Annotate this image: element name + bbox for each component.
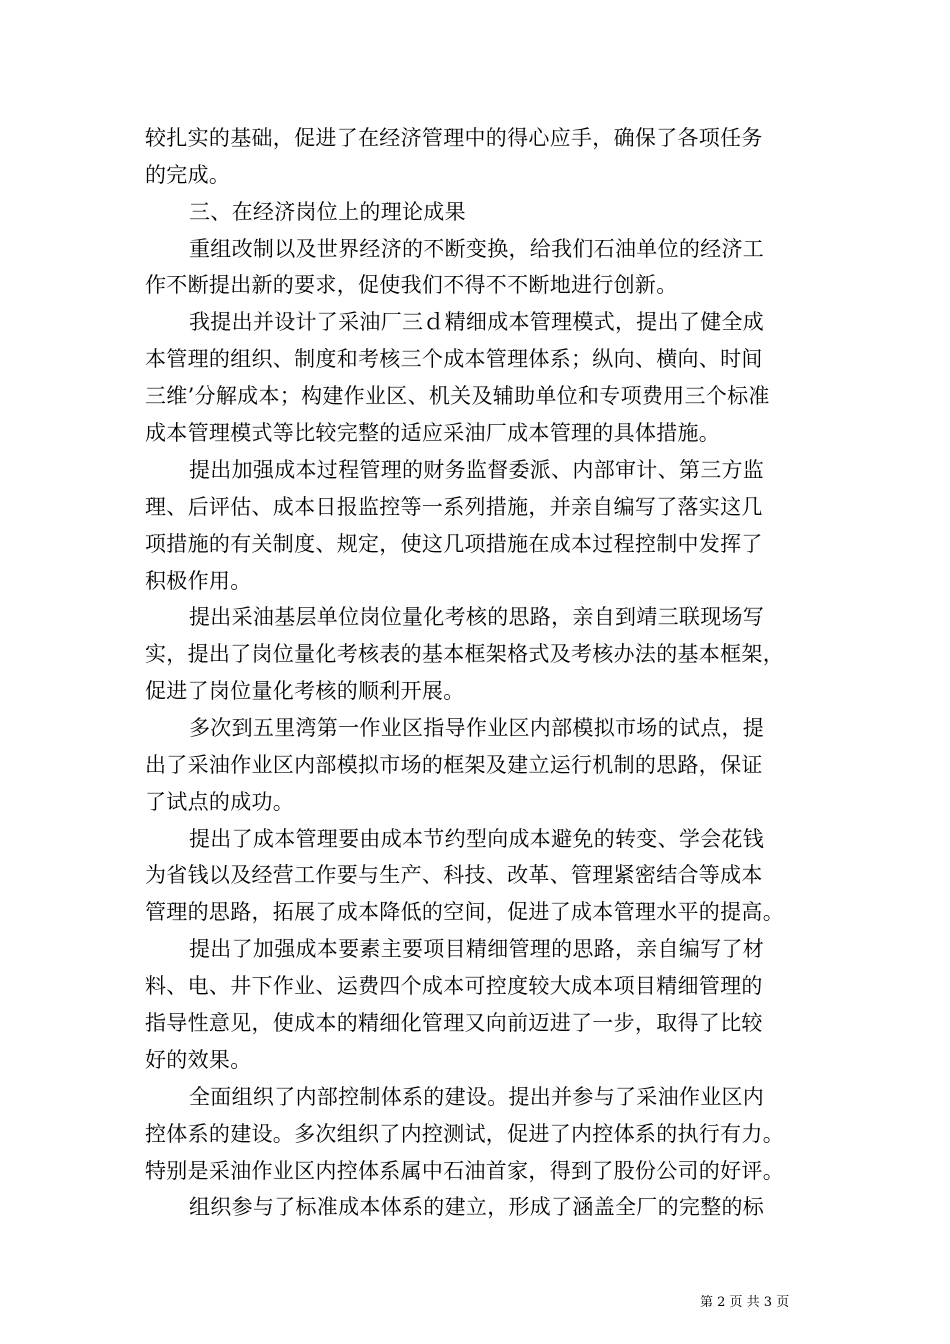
text-line: 组织参与了标准成本体系的建立，形成了涵盖全厂的完整的标 [189, 1195, 765, 1219]
text-line: 成本管理模式等比较完整的适应采油厂成本管理的具体措施。 [145, 421, 721, 445]
text-line: 促进了岗位量化考核的顺利开展。 [145, 679, 465, 703]
text-line: 指导性意见，使成本的精细化管理又向前迈进了一步，取得了比较 [145, 1011, 763, 1035]
text-line: 提出加强成本过程管理的财务监督委派、内部审计、第三方监 [189, 458, 765, 482]
text-line: 了试点的成功。 [145, 790, 295, 814]
text-line: 特别是采油作业区内控体系属中石油首家，得到了股份公司的好评。 [145, 1159, 784, 1183]
text-line: 管理的思路，拓展了成本降低的空间，促进了成本管理水平的提高。 [145, 900, 784, 924]
text-line: 料、电、井下作业、运费四个成本可控度较大成本项目精细管理的 [145, 974, 763, 998]
text-line: 重组改制以及世界经济的不断变换，给我们石油单位的经济工 [189, 237, 765, 261]
page-number-footer: 第 2 页 共 3 页 [700, 1295, 790, 1310]
text-line: 出了采油作业区内部模拟市场的框架及建立运行机制的思路，保证 [145, 753, 763, 777]
text-line: 实，提出了岗位量化考核表的基本框架格式及考核办法的基本框架， [145, 642, 784, 666]
text-line: 提出了成本管理要由成本节约型向成本避免的转变、学会花钱 [189, 827, 765, 851]
text-line: 较扎实的基础，促进了在经济管理中的得心应手，确保了各项任务 [145, 126, 763, 150]
text-line: 的完成。 [145, 163, 231, 187]
text-line: 好的效果。 [145, 1048, 252, 1072]
text-line: 提出了加强成本要素主要项目精细管理的思路，亲自编写了材 [189, 937, 765, 961]
text-line: 为省钱以及经营工作要与生产、科技、改革、管理紧密结合等成本 [145, 863, 763, 887]
text-line: 作不断提出新的要求，促使我们不得不不断地进行创新。 [145, 273, 678, 297]
section-heading: 三、在经济岗位上的理论成果 [189, 200, 466, 224]
text-line: 本管理的组织、制度和考核三个成本管理体系；纵向、横向、时间 [145, 347, 763, 371]
text-line: 积极作用。 [145, 569, 252, 593]
text-line: 控体系的建设。多次组织了内控测试，促进了内控体系的执行有力。 [145, 1122, 784, 1146]
text-line: 提出采油基层单位岗位量化考核的思路，亲自到靖三联现场写 [189, 605, 765, 629]
text-line: 三维’分解成本；构建作业区、机关及辅助单位和专项费用三个标准 [145, 384, 770, 408]
text-line: 全面组织了内部控制体系的建设。提出并参与了采油作业区内 [189, 1085, 765, 1109]
text-line: 我提出并设计了采油厂三ｄ精细成本管理模式，提出了健全成 [189, 310, 765, 334]
text-line: 理、后评估、成本日报监控等一系列措施，并亲自编写了落实这几 [145, 495, 763, 519]
text-line: 多次到五里湾第一作业区指导作业区内部模拟市场的试点，提 [189, 716, 765, 740]
text-line: 项措施的有关制度、规定，使这几项措施在成本过程控制中发挥了 [145, 532, 763, 556]
